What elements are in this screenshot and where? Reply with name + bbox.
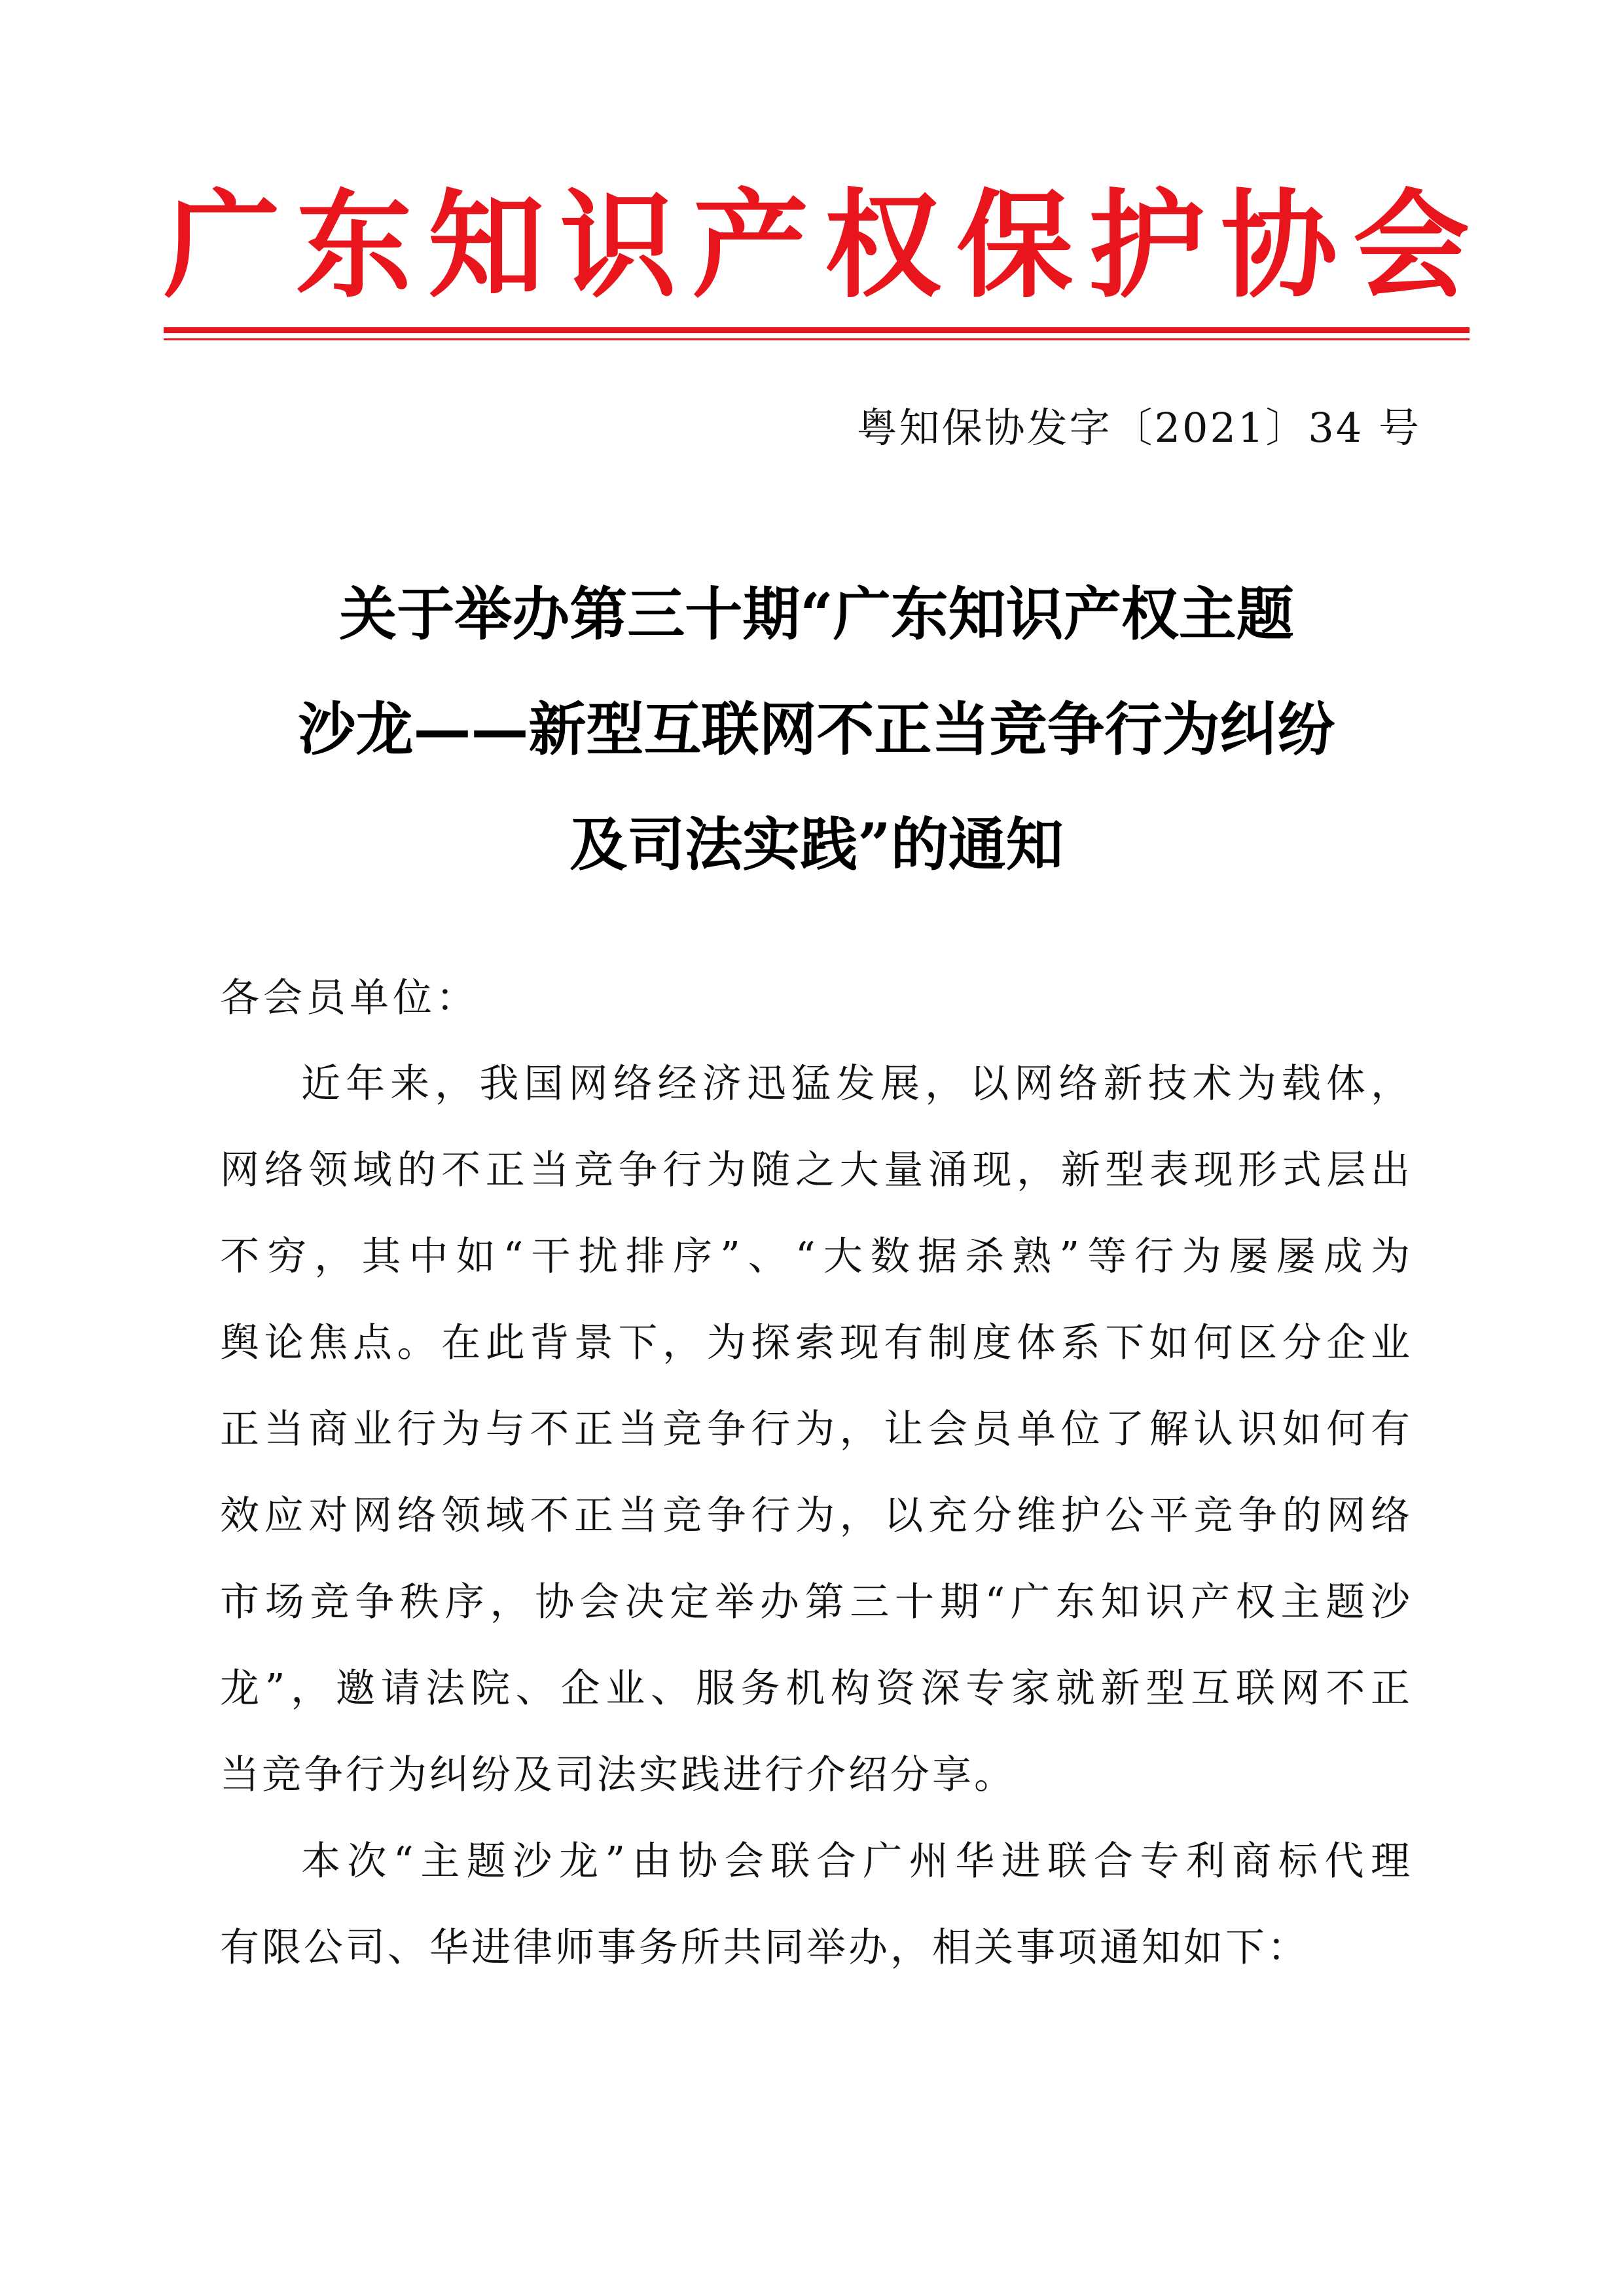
paragraph-organizers [220, 1818, 1413, 1991]
paragraph-line: 龙”，邀请法院、企业、服务机构资深专家就新型互联网不正 [220, 1666, 1413, 1712]
letterhead-char: 产 [692, 177, 809, 314]
letterhead-char: 识 [560, 177, 677, 314]
letterhead-char: 保 [956, 177, 1074, 314]
letterhead-char: 东 [295, 177, 412, 314]
paragraph-line: 市场竞争秩序，协会决定举办第三十期“广东知识产权主题沙 [220, 1579, 1413, 1625]
paragraph-line: 舆论焦点。在此背景下，为探索现有制度体系下如何区分企业 [220, 1320, 1413, 1366]
salutation: 各会员单位： [220, 975, 479, 1021]
document-number: 粤知保协发字〔2021〕34 号 [856, 404, 1421, 452]
paragraph-line: 有限公司、华进律师事务所共同举办，相关事项通知如下： [220, 1925, 1309, 1971]
paragraph-line: 不穷，其中如“干扰排序”、“大数据杀熟”等行为屡屡成为 [220, 1234, 1413, 1280]
letterhead-char: 会 [1352, 177, 1470, 314]
paragraph-line: 网络领域的不正当竞争行为随之大量涌现，新型表现形式层出 [220, 1147, 1413, 1193]
document-body [220, 956, 1413, 1991]
title-line: 沙龙——新型互联网不正当竞争行为纠纷 [298, 695, 1335, 763]
letterhead-char: 协 [1221, 177, 1337, 314]
paragraph-background [220, 1041, 1413, 1818]
paragraph-line: 当竞争行为纠纷及司法实践进行介绍分享。 [220, 1752, 1016, 1798]
letterhead-char: 护 [1089, 177, 1206, 314]
letterhead-org-name [164, 170, 1470, 321]
letterhead-char: 知 [427, 177, 545, 314]
paragraph-line: 本次“主题沙龙”由协会联合广州华进联合专利商标代理 [301, 1839, 1413, 1884]
title-line: 关于举办第三十期“广东知识产权主题 [339, 580, 1294, 648]
title-line: 及司法实践”的通知 [569, 810, 1064, 878]
letterhead-char: 广 [164, 177, 280, 314]
paragraph-line: 近年来，我国网络经济迅猛发展，以网络新技术为载体， [301, 1061, 1413, 1107]
paragraph-line: 正当商业行为与不正当竞争行为，让会员单位了解认识如何有 [220, 1407, 1413, 1452]
letterhead-divider-thick [164, 327, 1470, 333]
document-title [164, 556, 1470, 902]
letterhead-divider-thin [164, 338, 1470, 340]
paragraph-line: 效应对网络领域不正当竞争行为，以充分维护公平竞争的网络 [220, 1493, 1413, 1539]
letterhead-char: 权 [824, 177, 941, 314]
